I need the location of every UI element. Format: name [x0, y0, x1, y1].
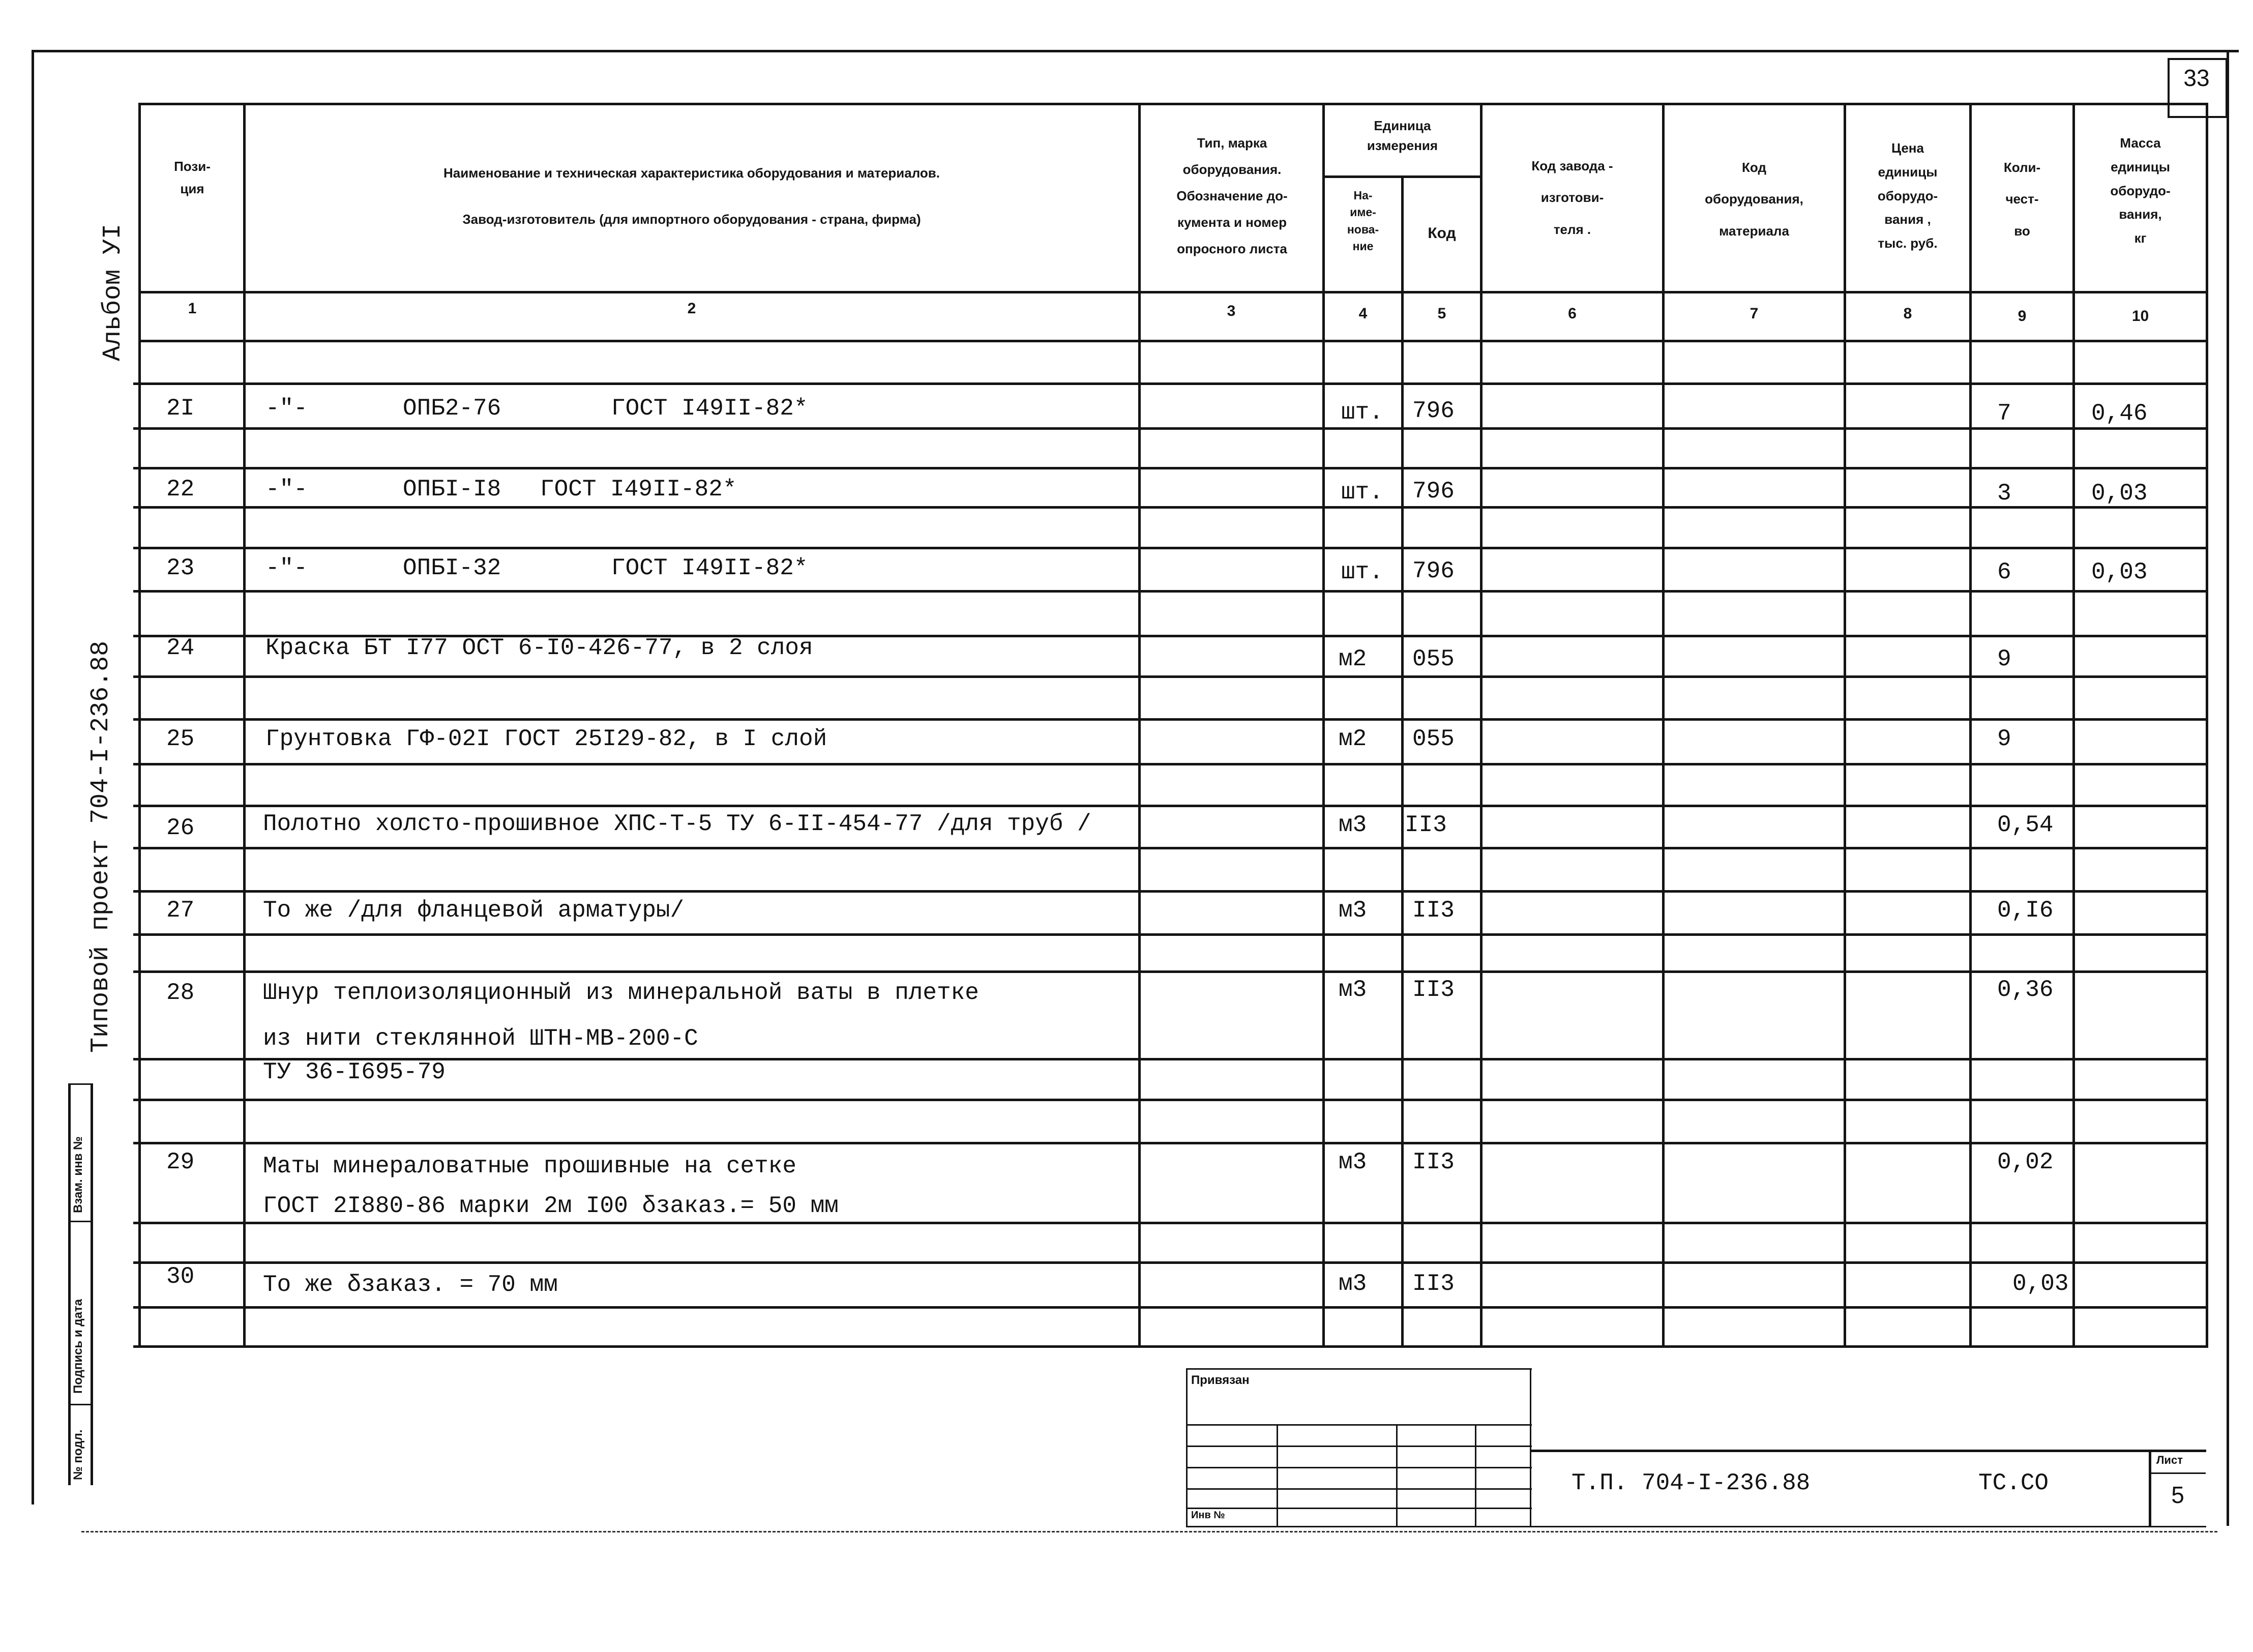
row-unit: шт.	[1341, 479, 1383, 506]
row-name: То же /для фланцевой арматуры/	[263, 897, 685, 924]
row-unit-code: 055	[1412, 726, 1455, 752]
row-unit-code: 796	[1412, 558, 1455, 584]
side-album: Альбом УI	[99, 223, 128, 361]
table-row	[138, 1142, 2206, 1222]
row-position: 2I	[166, 395, 195, 422]
row-name-line2: из нити стеклянной ШТН-МВ-200-С	[263, 1025, 698, 1052]
table-row	[138, 385, 2206, 427]
set-code: ТС.СО	[1978, 1470, 2049, 1496]
row-unit: м3	[1339, 812, 1367, 838]
row-type: ОПБI-32	[403, 555, 501, 581]
table-row	[138, 805, 2206, 847]
header-position: Пози- ция	[174, 159, 211, 197]
row-unit-code: II3	[1405, 812, 1447, 838]
col-number-2: 2	[687, 300, 696, 317]
row-standard: ГОСТ I49II-82*	[611, 395, 808, 422]
row-unit-code: 055	[1412, 646, 1455, 672]
header-type: Тип, марка оборудования. Обозначение до- кумента и номер опросного листа	[1176, 135, 1288, 256]
row-name: Краска БТ I77 ОСТ 6-I0-426-77, в 2 слоя	[265, 635, 813, 661]
stamp-privyazan: Привязан	[1191, 1373, 1250, 1387]
row-unit-code: 796	[1412, 478, 1455, 505]
doc-code: Т.П. 704-I-236.88	[1572, 1470, 1811, 1496]
row-quantity: 0,03	[2012, 1271, 2069, 1297]
row-unit: м3	[1339, 1271, 1367, 1297]
table-row	[138, 547, 2206, 590]
row-name: Шнур теплоизоляционный из минеральной ваты в плетке	[263, 980, 979, 1006]
row-unit-code: II3	[1412, 897, 1455, 924]
row-unit-code: II3	[1412, 1149, 1455, 1175]
header-price: Цена единицы оборудо- вания , тыс. руб.	[1877, 140, 1938, 251]
row-unit: м2	[1339, 646, 1367, 672]
side-inv-podl: № подл.	[71, 1429, 85, 1480]
col-number-6: 6	[1568, 305, 1577, 322]
row-position: 22	[166, 476, 195, 503]
col-number-3: 3	[1227, 303, 1236, 319]
row-type: ОПБ2-76	[403, 395, 501, 422]
header-unit-code: Код	[1428, 225, 1456, 242]
side-project-title: Типовой проект 704-I-236.88	[86, 640, 115, 1053]
row-ditto: -"-	[265, 555, 308, 581]
col-number-7: 7	[1750, 305, 1759, 322]
row-position: 26	[166, 815, 195, 841]
row-quantity: 9	[1997, 646, 2011, 672]
table-row	[138, 1261, 2206, 1306]
table-row	[138, 635, 2206, 675]
table-row	[138, 890, 2206, 933]
row-position: 28	[166, 980, 195, 1006]
table-row	[138, 970, 2206, 1058]
sheet-label: Лист	[2156, 1454, 2183, 1466]
stamp-inv-no: Инв №	[1191, 1510, 1225, 1521]
row-position: 24	[166, 635, 195, 661]
header-factory-code: Код завода - изготови- теля .	[1531, 158, 1613, 237]
row-unit: м3	[1339, 977, 1367, 1003]
row-type: ОПБI-I8	[403, 476, 501, 503]
row-position: 29	[166, 1149, 195, 1175]
row-mass: 0,03	[2091, 559, 2148, 585]
page-number: 33	[2183, 65, 2210, 91]
row-quantity: 6	[1997, 559, 2011, 585]
row-mass: 0,46	[2091, 400, 2148, 427]
header-quantity: Коли- чест- во	[2003, 160, 2041, 239]
sheet-number: 5	[2171, 1482, 2184, 1508]
row-quantity: 0,I6	[1997, 897, 2054, 924]
row-ditto: -"-	[265, 476, 308, 503]
row-name: Маты минераловатные прошивные на сетке	[263, 1153, 796, 1179]
header-mass: Масса единицы оборудо- вания, кг	[2110, 135, 2171, 246]
col-number-1: 1	[188, 300, 197, 317]
table-row	[138, 467, 2206, 506]
row-unit: шт.	[1341, 399, 1383, 426]
row-quantity: 3	[1997, 480, 2011, 507]
row-name-line3: ТУ 36-I695-79	[263, 1059, 446, 1085]
row-unit-code: 796	[1412, 398, 1455, 424]
col-number-5: 5	[1437, 305, 1446, 322]
side-sign-date: Подпись и дата	[71, 1299, 85, 1394]
row-unit-code: II3	[1412, 1271, 1455, 1297]
col-number-9: 9	[2018, 308, 2027, 324]
row-quantity: 0,02	[1997, 1149, 2054, 1175]
col-number-8: 8	[1903, 305, 1912, 322]
header-equipment-code: Код оборудования, материала	[1705, 160, 1803, 239]
header-name: Наименование и техническая характеристика оборудования и материалов. Завод-изготовитель (для импортного оборудования - страна, фирма)	[443, 165, 940, 227]
row-unit: м3	[1339, 897, 1367, 924]
row-unit: шт.	[1341, 559, 1383, 585]
header-unit-group: Единица измерения	[1367, 118, 1438, 153]
row-position: 27	[166, 897, 195, 924]
row-position: 25	[166, 726, 195, 752]
row-unit-code: II3	[1412, 977, 1455, 1003]
row-mass: 0,03	[2091, 480, 2148, 507]
row-standard: ГОСТ I49II-82*	[611, 555, 808, 581]
row-standard: ГОСТ I49II-82*	[540, 476, 737, 503]
row-unit: м3	[1339, 1149, 1367, 1175]
row-quantity: 9	[1997, 726, 2011, 752]
row-quantity: 7	[1997, 400, 2011, 427]
row-position: 30	[166, 1263, 195, 1290]
row-name: Грунтовка ГФ-02I ГОСТ 25I29-82, в I слой	[265, 726, 827, 752]
row-quantity: 0,54	[1997, 812, 2054, 838]
row-name: То же δзаказ. = 70 мм	[263, 1272, 558, 1298]
row-name: Полотно холсто-прошивное ХПС-Т-5 ТУ 6-II-454-77 /для труб /	[263, 811, 1091, 837]
side-inv-zam: Взам. инв №	[71, 1136, 85, 1213]
row-position: 23	[166, 555, 195, 581]
row-name-line2: ГОСТ 2I880-86 марки 2м I00 δзаказ.= 50 мм	[263, 1193, 839, 1219]
col-number-4: 4	[1358, 305, 1368, 322]
row-ditto: -"-	[265, 395, 308, 422]
table-row	[138, 718, 2206, 763]
row-unit: м2	[1339, 726, 1367, 752]
header-unit-name: На- име- нова- ние	[1347, 189, 1379, 253]
row-quantity: 0,36	[1997, 977, 2054, 1003]
stamp-block	[1185, 1368, 1531, 1526]
col-number-10: 10	[2131, 308, 2149, 324]
